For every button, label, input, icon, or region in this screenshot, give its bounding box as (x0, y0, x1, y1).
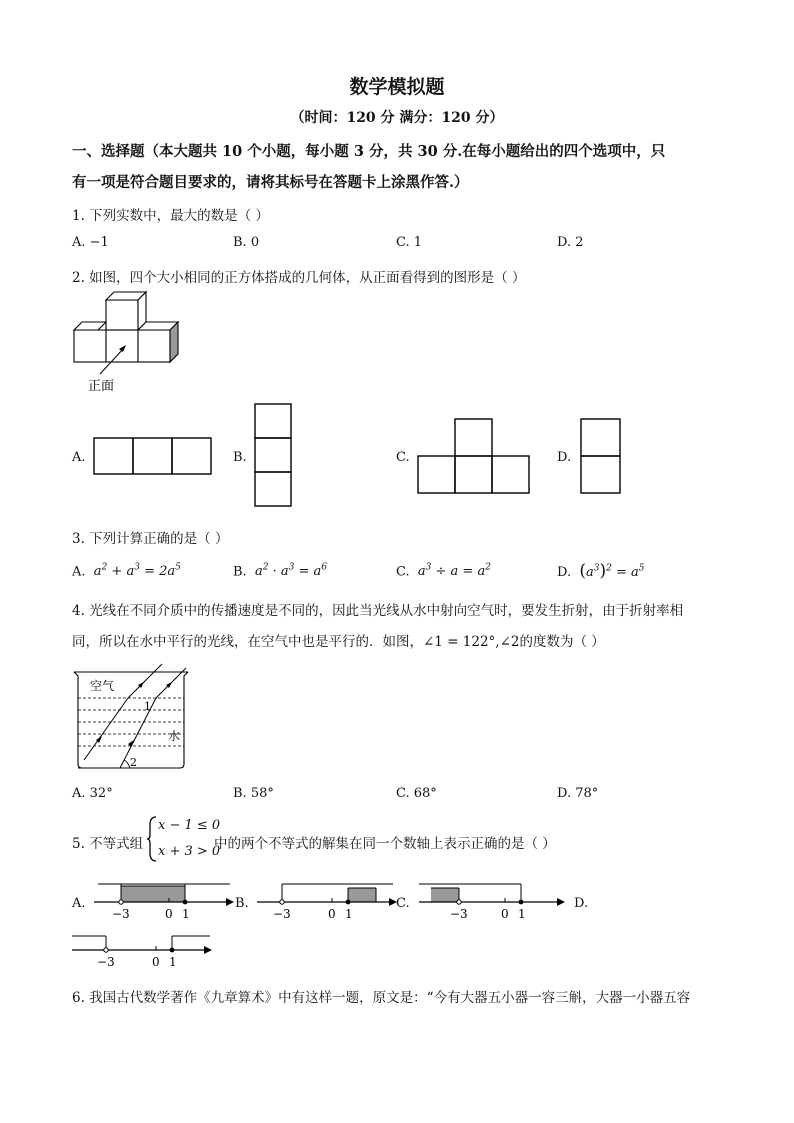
q5-option-a-label: A. (72, 896, 86, 911)
q4-stem-line2: 同，所以在水中平行的光线，在空气中也是平行的．如图，∠1 = 122°,∠2的度数为（ ） (72, 634, 605, 650)
q5-option-c-numberline (417, 874, 567, 924)
q3-option-a (72, 563, 181, 579)
svg-text:−3: −3 (273, 907, 291, 921)
q3-option-b-label: B. (233, 564, 247, 580)
q5-suffix: 中的两个不等式的解集在同一个数轴上表示正确的是（ ） (214, 836, 556, 852)
q5-option-b-label: B. (235, 896, 249, 911)
svg-text:1: 1 (345, 907, 353, 921)
q5-option-c-label: C. (396, 896, 410, 911)
q3-option-d (557, 561, 645, 581)
q5-option-a-numberline (92, 874, 237, 924)
air-label: 空气 (90, 679, 115, 693)
q3-option-d-expr: $(a^3)^2 = a^5$ (579, 561, 645, 581)
q1-stem: 1. 下列实数中，最大的数是（ ） (72, 208, 269, 224)
section-heading-line1: 一、选择题（本大题共 10 个小题，每小题 3 分，共 30 分.在每小题给出的四个选项中，只 (72, 143, 666, 160)
q2-option-d-label: D. (557, 450, 572, 465)
exam-info: （时间：120 分 满分：120 分） (290, 110, 504, 126)
q2-option-d-figure (580, 418, 622, 496)
q2-option-b-figure (254, 403, 294, 509)
q3-option-c-label: C. (396, 564, 410, 580)
svg-text:−3: −3 (112, 907, 130, 921)
section-heading-line2: 有一项是符合题目要求的，请将其标号在答题卡上涂黑作答.） (72, 174, 469, 191)
q1-option-c: C. 1 (396, 235, 423, 250)
q3-option-b-expr: $a^2 \cdot a^3 = a^6$ (254, 563, 327, 580)
svg-text:1: 1 (169, 955, 177, 969)
q5-inequality-2: x + 3 > 0 (158, 844, 221, 859)
svg-text:−3: −3 (450, 907, 468, 921)
q5-option-b-numberline (255, 874, 400, 924)
q5-option-d-numberline (70, 930, 220, 972)
q2-stem: 2. 如图，四个大小相同的正方体搭成的几何体，从正面看得到的图形是（ ） (72, 270, 526, 286)
angle-2-label: 2 (130, 756, 137, 769)
q4-stem-line1: 4. 光线在不同介质中的传播速度是不同的，因此当光线从水中射向空气时，要发生折射，由于折射率相 (72, 603, 684, 619)
q4-option-c: C. 68° (396, 786, 437, 801)
q1-option-b: B. 0 (233, 235, 260, 250)
q5-brace (146, 815, 158, 863)
q5-inequality-1: x − 1 ≤ 0 (158, 818, 221, 833)
q4-option-b: B. 58° (233, 786, 274, 801)
q3-option-d-label: D. (557, 565, 572, 580)
front-label: 正面 (88, 379, 115, 394)
q3-option-a-expr: $a^2 + a^3 = 2a^5$ (93, 563, 181, 580)
q6-stem: 6. 我国古代数学著作《九章算术》中有这样一题，原文是：“今有大器五小器一容三斛，大器一小器五容 (72, 990, 691, 1006)
water-label: 水 (168, 729, 181, 743)
q3-option-c-expr: $a^3 \div a = a^2$ (417, 563, 491, 580)
page-title: 数学模拟题 (349, 76, 445, 98)
q3-stem: 3. 下列计算正确的是（ ） (72, 531, 229, 547)
q2-option-a-figure (93, 437, 213, 477)
q4-beaker-figure (72, 664, 192, 774)
q3-option-c (396, 563, 491, 579)
svg-text:−3: −3 (97, 955, 115, 969)
svg-text:1: 1 (182, 907, 190, 921)
q2-option-c-label: C. (396, 450, 410, 465)
q2-cube-solid-figure (66, 288, 196, 398)
q3-option-b (233, 563, 327, 579)
q2-option-b-label: B. (233, 450, 247, 465)
q3-option-a-label: A. (72, 564, 86, 580)
svg-text:1: 1 (518, 907, 526, 921)
angle-1-label: 1 (144, 700, 151, 713)
q4-option-a: A. 32° (72, 786, 113, 801)
svg-text:0: 0 (501, 907, 509, 921)
q5-prefix: 5. 不等式组 (72, 836, 144, 852)
q2-option-a-label: A. (72, 450, 86, 465)
svg-text:0: 0 (328, 907, 336, 921)
q4-option-d: D. 78° (557, 786, 599, 801)
svg-text:0: 0 (165, 907, 173, 921)
q1-option-a: A. −1 (72, 235, 109, 250)
svg-text:0: 0 (152, 955, 160, 969)
q5-option-d-label: D. (574, 896, 589, 911)
q1-option-d: D. 2 (557, 235, 584, 250)
q2-option-c-figure (417, 418, 533, 496)
